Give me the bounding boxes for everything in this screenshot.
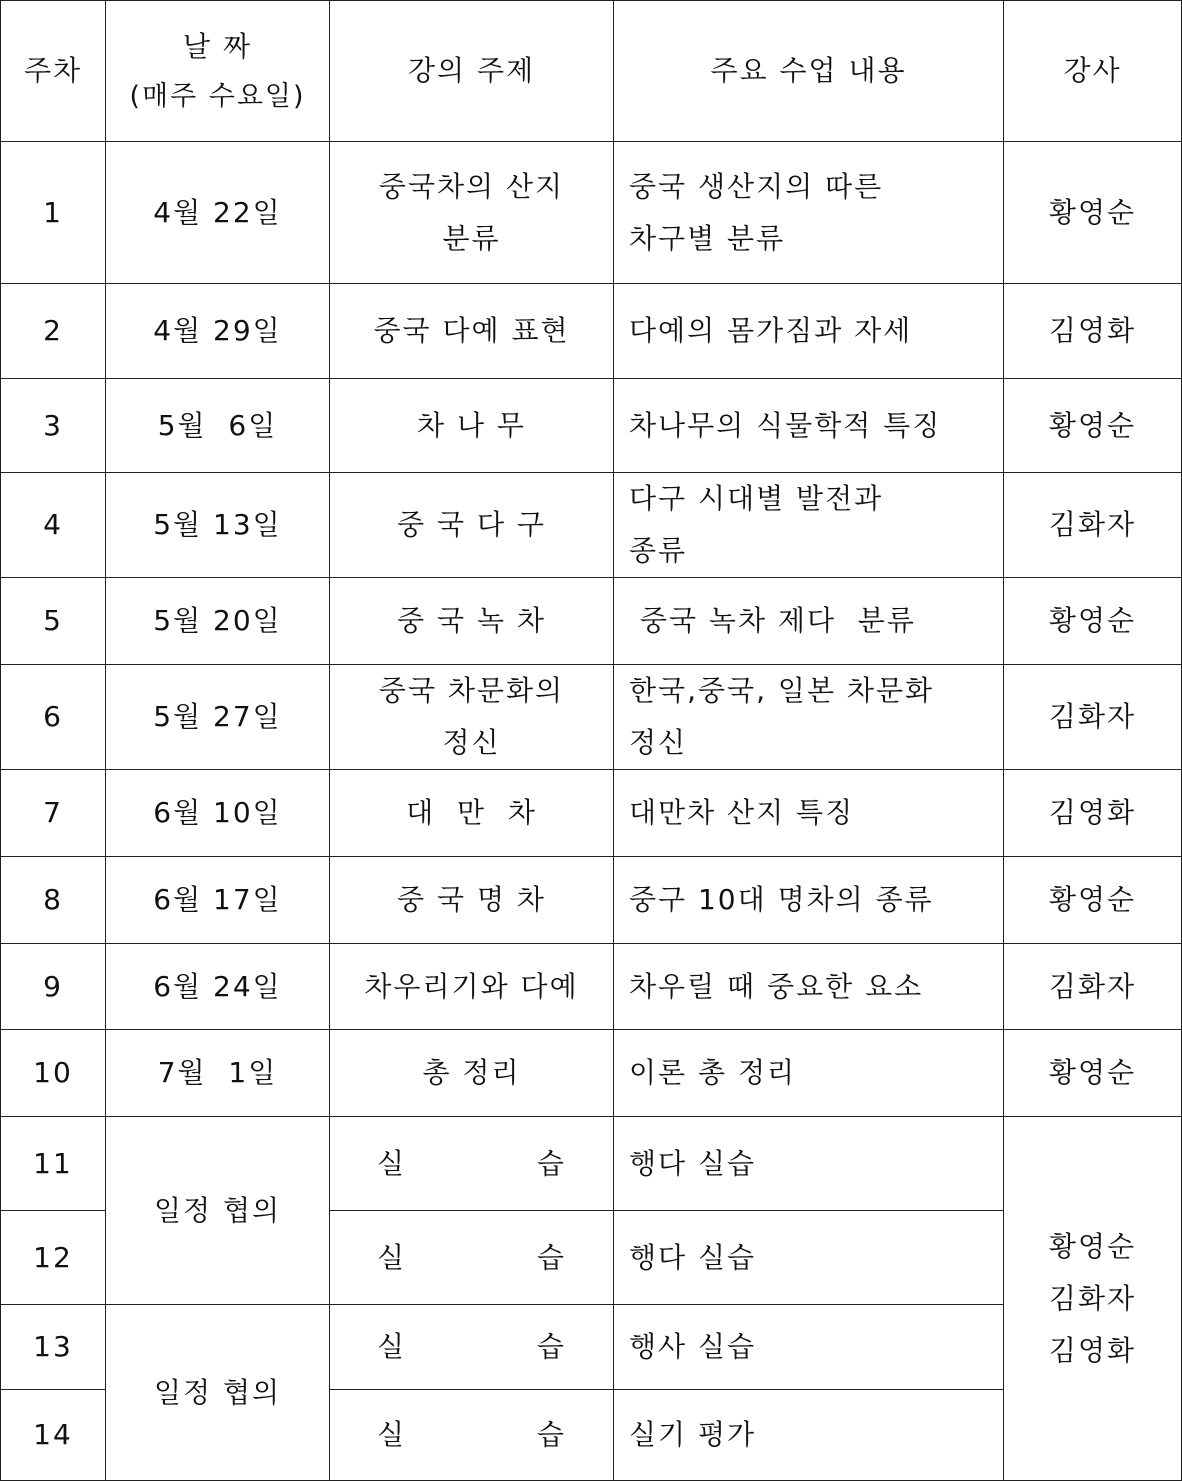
week-cell: 13 <box>1 1305 106 1390</box>
table-row <box>1 1030 1182 1117</box>
content-line-1: 다구 시대별 발전과 <box>629 482 884 515</box>
table-row <box>1 379 1182 473</box>
topic-cell: 실 습 <box>330 1305 614 1390</box>
instructor-cell: 황영순 <box>1004 379 1182 473</box>
content-cell: 차나무의 식물학적 특징 <box>614 379 1004 473</box>
date-cell: 5월 13일 <box>106 473 330 578</box>
topic-line-2: 정신 <box>442 726 501 759</box>
header-date-sub: (매주 수요일) <box>129 81 306 112</box>
table-row <box>1 578 1182 665</box>
week-cell: 12 <box>1 1211 106 1305</box>
topic-line-1: 중국차의 산지 <box>378 169 565 203</box>
date-cell-merged: 일정 협의 <box>106 1117 330 1305</box>
topic-cell <box>330 142 614 284</box>
content-cell: 행다 실습 <box>614 1211 1004 1305</box>
topic-cell: 중 국 녹 차 <box>330 578 614 665</box>
week-cell: 6 <box>1 665 106 770</box>
date-cell-merged: 일정 협의 <box>106 1305 330 1481</box>
topic-cell: 실 습 <box>330 1390 614 1481</box>
topic-cell: 실 습 <box>330 1117 614 1211</box>
table-row <box>1 665 1182 770</box>
week-cell: 4 <box>1 473 106 578</box>
week-cell: 14 <box>1 1390 106 1481</box>
topic-line-1: 중국 차문화의 <box>378 674 565 707</box>
table-row <box>1 944 1182 1030</box>
content-line-2: 종류 <box>629 534 688 567</box>
instructor-name: 김영화 <box>1048 1333 1137 1367</box>
date-cell: 4월 29일 <box>106 284 330 379</box>
date-cell: 5월 6일 <box>106 379 330 473</box>
table-row <box>1 142 1182 284</box>
content-cell <box>614 473 1004 578</box>
content-cell <box>614 665 1004 770</box>
week-cell: 8 <box>1 857 106 944</box>
topic-cell: 차우리기와 다예 <box>330 944 614 1030</box>
content-cell: 행사 실습 <box>614 1305 1004 1390</box>
content-cell: 차우릴 때 중요한 요소 <box>614 944 1004 1030</box>
week-cell: 3 <box>1 379 106 473</box>
table-row <box>1 473 1182 578</box>
table-row <box>1 857 1182 944</box>
week-cell: 1 <box>1 142 106 284</box>
instructor-cell: 김영화 <box>1004 284 1182 379</box>
content-cell: 이론 총 정리 <box>614 1030 1004 1117</box>
header-instructor: 강사 <box>1004 1 1182 142</box>
date-cell: 5월 20일 <box>106 578 330 665</box>
instructor-cell: 황영순 <box>1004 857 1182 944</box>
date-cell: 6월 17일 <box>106 857 330 944</box>
week-cell: 7 <box>1 770 106 857</box>
content-cell: 중구 10대 명차의 종류 <box>614 857 1004 944</box>
date-cell: 5월 27일 <box>106 665 330 770</box>
header-date-title: 날 짜 <box>183 30 252 63</box>
header-date <box>106 1 330 142</box>
date-cell: 4월 22일 <box>106 142 330 284</box>
table-row <box>1 1117 1182 1211</box>
table-row <box>1 770 1182 857</box>
header-row <box>1 1 1182 142</box>
content-cell <box>614 142 1004 284</box>
content-line-2: 정신 <box>629 726 688 759</box>
date-cell: 6월 24일 <box>106 944 330 1030</box>
topic-cell: 대 만 차 <box>330 770 614 857</box>
content-cell: 중국 녹차 제다 분류 <box>614 578 1004 665</box>
header-week: 주차 <box>1 1 106 142</box>
week-cell: 10 <box>1 1030 106 1117</box>
topic-cell: 차 나 무 <box>330 379 614 473</box>
topic-cell: 총 정리 <box>330 1030 614 1117</box>
topic-cell: 실 습 <box>330 1211 614 1305</box>
content-cell: 대만차 산지 특징 <box>614 770 1004 857</box>
topic-cell <box>330 665 614 770</box>
topic-cell: 중 국 다 구 <box>330 473 614 578</box>
date-cell: 6월 10일 <box>106 770 330 857</box>
week-cell: 5 <box>1 578 106 665</box>
instructor-cell: 김화자 <box>1004 473 1182 578</box>
topic-line-2: 분류 <box>442 221 501 255</box>
content-cell: 실기 평가 <box>614 1390 1004 1481</box>
table-row <box>1 284 1182 379</box>
header-topic: 강의 주제 <box>330 1 614 142</box>
instructor-name: 황영순 <box>1048 1229 1137 1263</box>
instructor-cell: 김영화 <box>1004 770 1182 857</box>
topic-cell: 중 국 명 차 <box>330 857 614 944</box>
instructor-cell-merged <box>1004 1117 1182 1481</box>
header-content: 주요 수업 내용 <box>614 1 1004 142</box>
content-line-2: 차구별 분류 <box>629 221 786 255</box>
topic-cell: 중국 다예 표현 <box>330 284 614 379</box>
content-line-1: 한국,중국, 일본 차문화 <box>629 674 935 707</box>
instructor-cell: 황영순 <box>1004 1030 1182 1117</box>
instructor-name: 김화자 <box>1048 1281 1137 1315</box>
instructor-cell: 황영순 <box>1004 578 1182 665</box>
content-cell: 행다 실습 <box>614 1117 1004 1211</box>
instructor-cell: 황영순 <box>1004 142 1182 284</box>
date-cell: 7월 1일 <box>106 1030 330 1117</box>
instructor-cell: 김화자 <box>1004 665 1182 770</box>
week-cell: 9 <box>1 944 106 1030</box>
content-line-1: 중국 생산지의 따른 <box>629 169 884 203</box>
week-cell: 2 <box>1 284 106 379</box>
week-cell: 11 <box>1 1117 106 1211</box>
instructor-cell: 김화자 <box>1004 944 1182 1030</box>
content-cell: 다예의 몸가짐과 자세 <box>614 284 1004 379</box>
